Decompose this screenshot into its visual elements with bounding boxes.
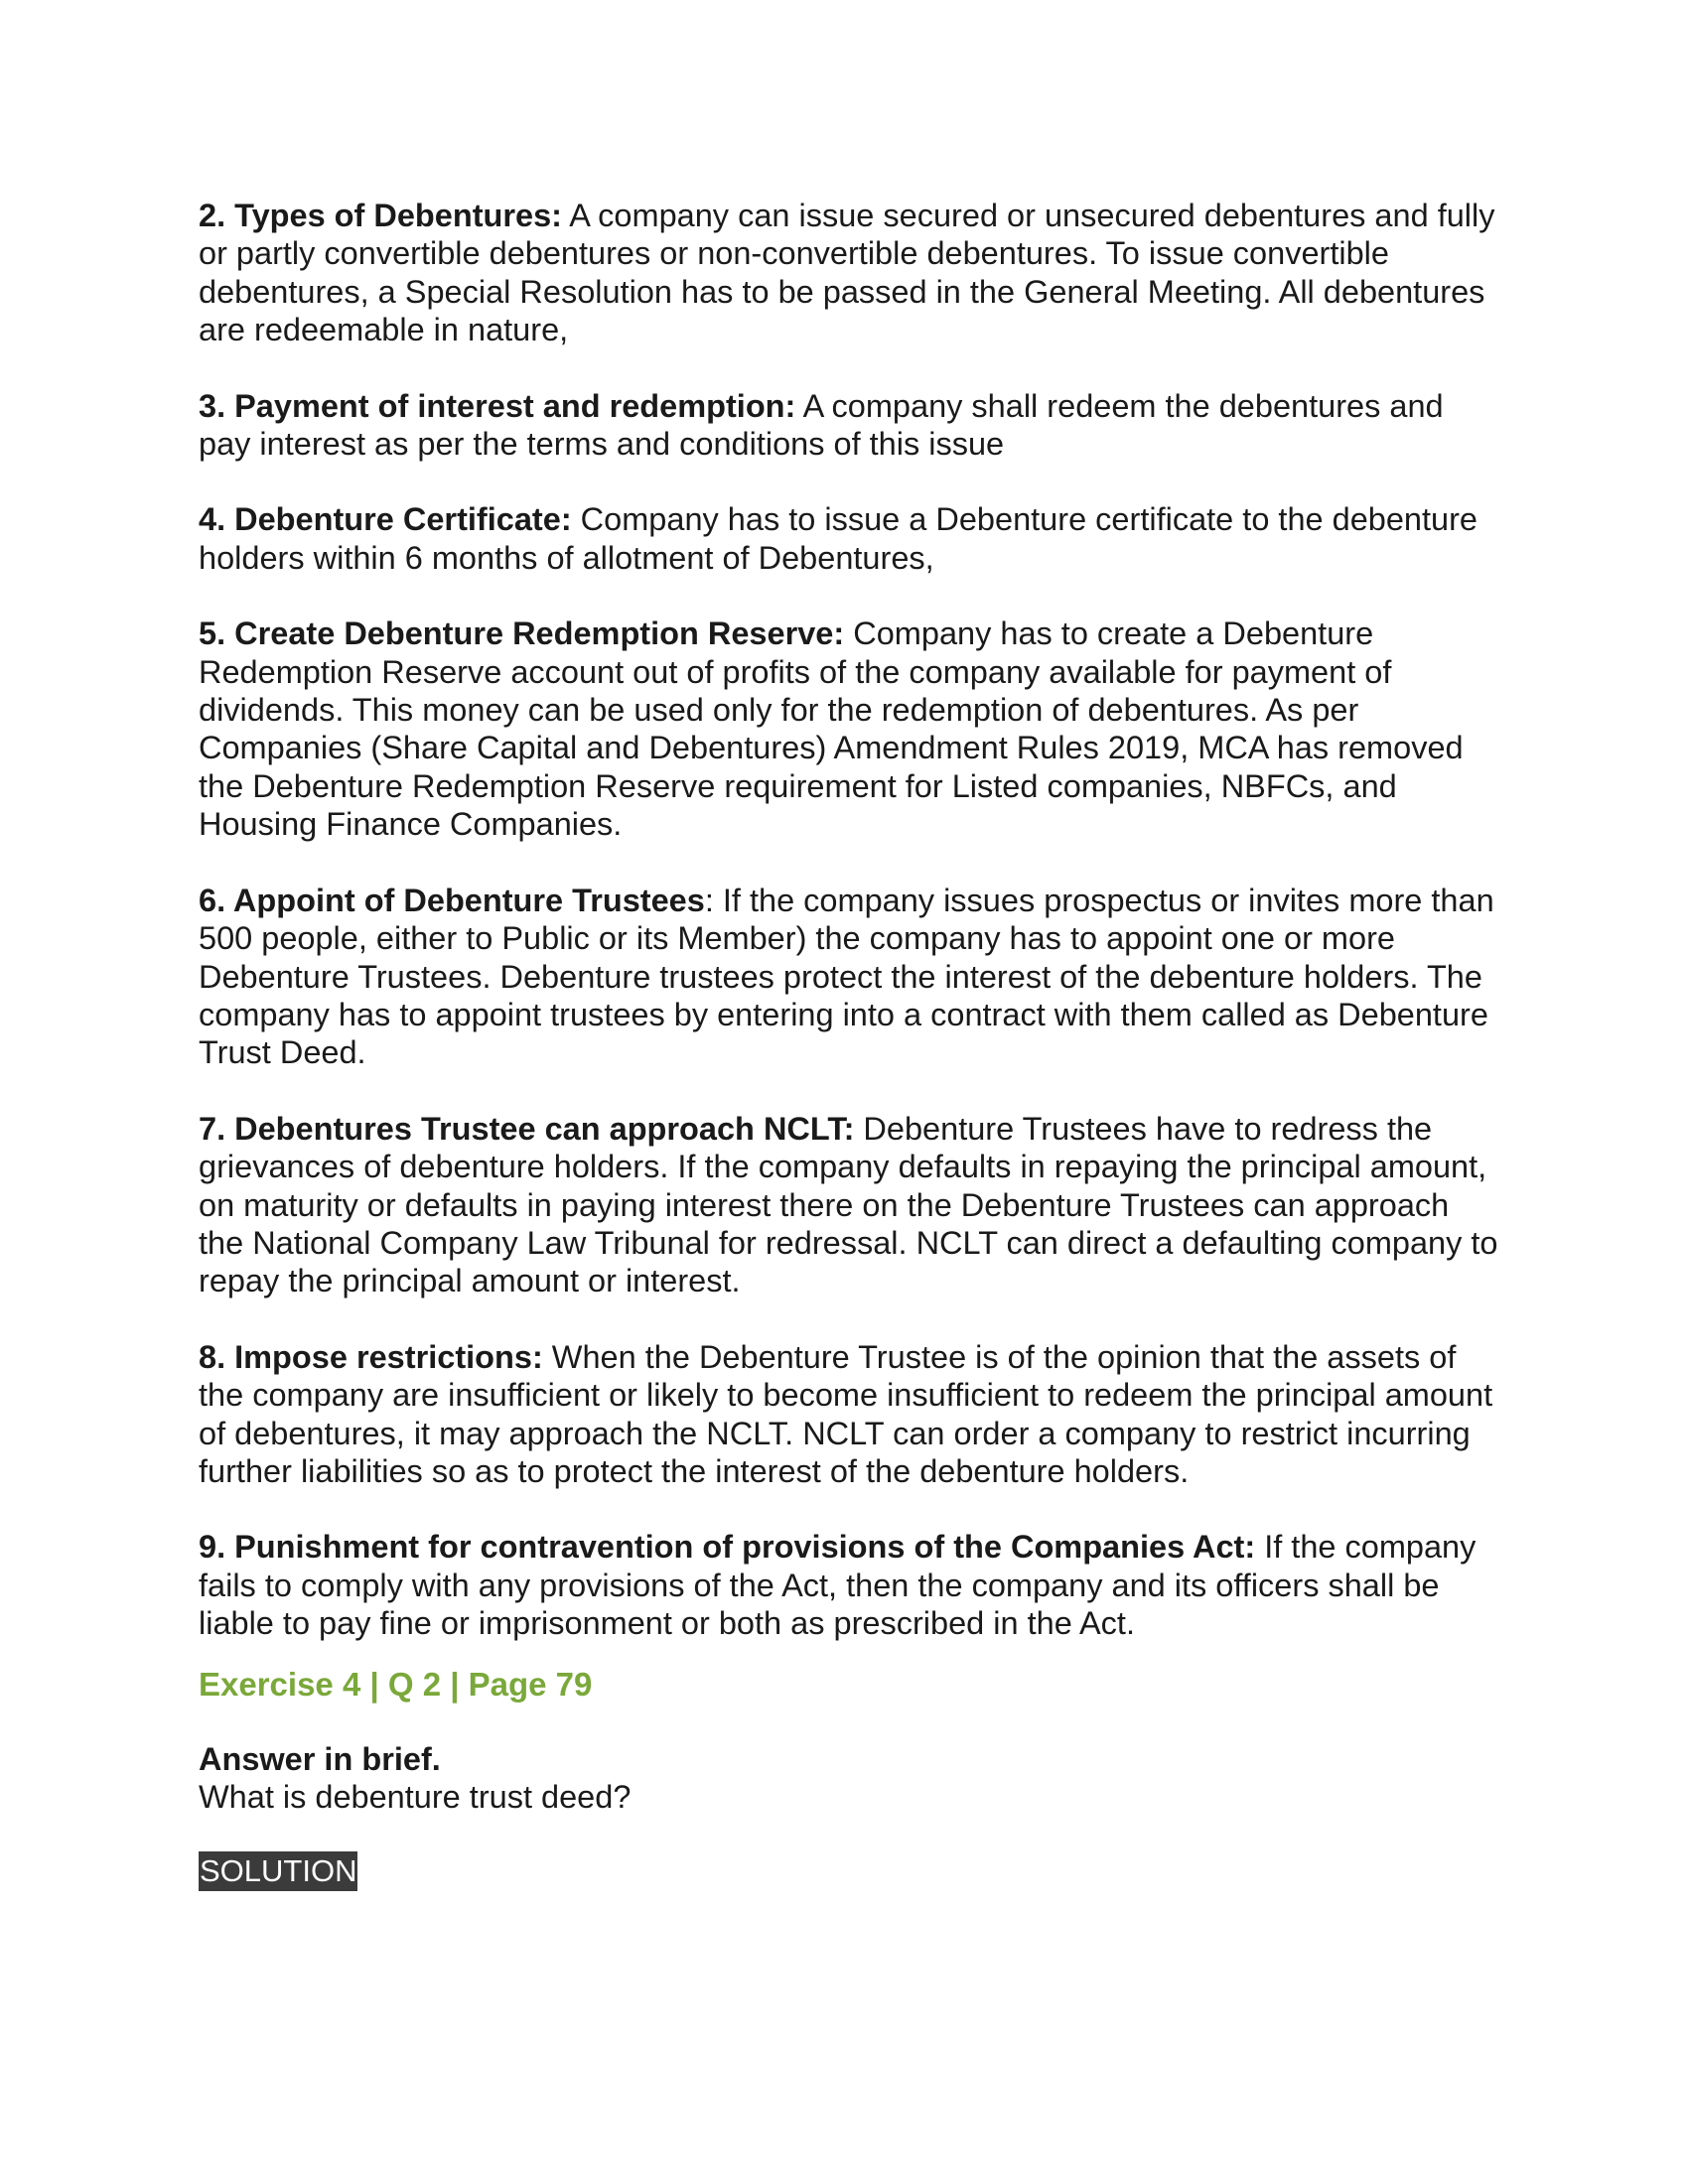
item-body: Company has to issue a Debenture certificate to the debenture holders within 6 months of allotment of Debentures, — [199, 501, 1478, 576]
list-item-approach-nclt — [199, 1110, 1499, 1300]
exercise-reference-link[interactable]: Exercise 4 | Q 2 | Page 79 — [199, 1665, 593, 1703]
list-item-types-of-debentures — [199, 197, 1499, 349]
list-item-punishment — [199, 1528, 1499, 1642]
item-body: A company shall redeem the debentures and pay interest as per the terms and conditions of this issue — [199, 387, 1444, 463]
list-item-impose-restrictions — [199, 1338, 1499, 1491]
item-heading: 8. Impose restrictions: — [199, 1338, 543, 1375]
list-item-payment-of-interest — [199, 387, 1499, 464]
item-body: : If the company issues prospectus or invites more than 500 people, either to Public or its Member) the company has to appoint one or more Debenture Trustees. Debenture trustees protect the interest of the debenture holders. The company has to appoint trustees by entering into a contract with them called as Debenture Trust Deed. — [199, 882, 1494, 1071]
item-heading: 4. Debenture Certificate: — [199, 501, 572, 538]
page-content — [199, 197, 1499, 1891]
item-heading: 7. Debentures Trustee can approach NCLT: — [199, 1110, 855, 1147]
item-heading: 3. Payment of interest and redemption: — [199, 387, 796, 424]
item-heading: 9. Punishment for contravention of provisions of the Companies Act: — [199, 1529, 1256, 1566]
item-heading: 5. Create Debenture Redemption Reserve: — [199, 615, 845, 652]
solution-button[interactable]: SOLUTION — [199, 1851, 357, 1891]
answer-heading: Answer in brief. — [199, 1740, 441, 1777]
item-heading: 2. Types of Debentures: — [199, 198, 563, 233]
item-heading: 6. Appoint of Debenture Trustees — [199, 882, 705, 918]
list-item-debenture-trustees — [199, 882, 1499, 1072]
list-item-redemption-reserve — [199, 614, 1499, 843]
item-body: When the Debenture Trustee is of the opinion that the assets of the company are insufficient or likely to become insufficient to redeem the principal amount of debentures, it may approach the NCLT. NCLT can order a company to restrict incurring further liabilities so as to protect the interest of the debenture holders. — [199, 1338, 1493, 1489]
item-body: Debenture Trustees have to redress the grievances of debenture holders. If the company defaults in repaying the principal amount, on maturity or defaults in paying interest there on the Debenture Trustees can approach the National Company Law Tribunal for redressal. NCLT can direct a defaulting company to repay the principal amount or interest. — [199, 1110, 1498, 1299]
question-text: What is debenture trust deed? — [199, 1778, 632, 1815]
item-body: Company has to create a Debenture Redemption Reserve account out of profits of the company available for payment of dividends. This money can be used only for the redemption of debentures. As per Companies (Share Capital and Debentures) Amendment Rules 2019, MCA has removed the Debenture Redemption Reserve requirement for Listed companies, NBFCs, and Housing Finance Companies. — [199, 615, 1464, 843]
list-item-debenture-certificate — [199, 500, 1499, 577]
item-body: A company can issue secured or unsecured debentures and fully or partly convertible debentures or non-convertible debentures. To issue convertible debentures, a Special Resolution has to be passed in the General Meeting. All debentures are redeemable in nature, — [199, 198, 1495, 348]
item-body: If the company fails to comply with any provisions of the Act, then the company and its officers shall be liable to pay fine or imprisonment or both as prescribed in the Act. — [199, 1529, 1477, 1642]
